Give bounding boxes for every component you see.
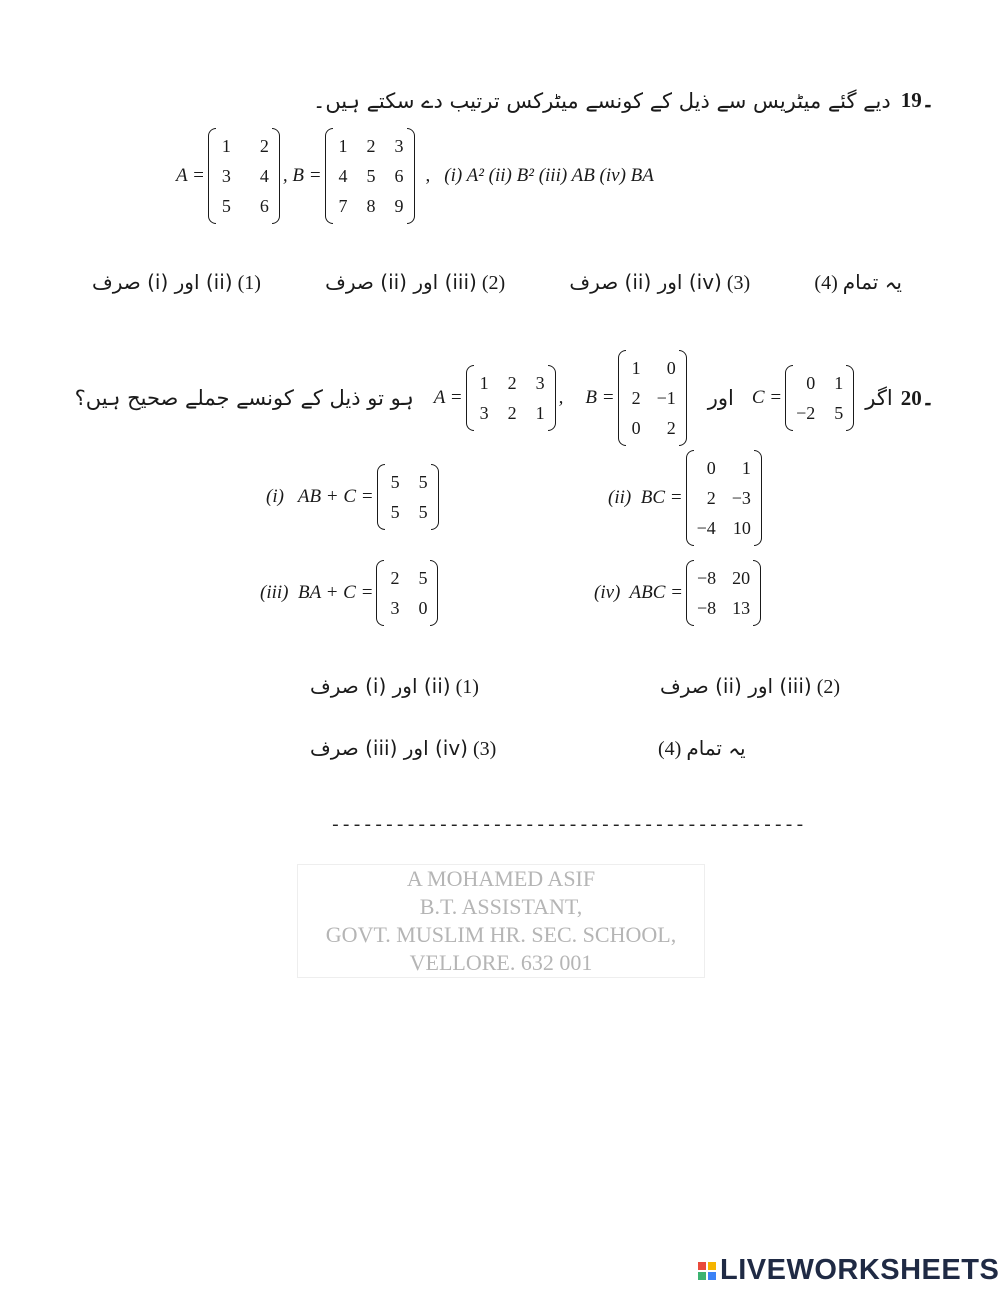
q20-matrix-b-cell: 2 (631, 388, 641, 408)
q19-matrix-a-cell: 1 (221, 136, 231, 156)
credit-line-4: VELLORE. 632 001 (409, 950, 593, 975)
separator-line: -------------------------------------------- (330, 816, 806, 836)
statement-1-matrix-cell: 5 (390, 472, 400, 492)
statement-4-matrix-cell: 20 (732, 568, 751, 588)
q19-matrix-a-cell: 5 (221, 196, 231, 216)
q20-matrix-a-cell: 1 (535, 403, 545, 423)
credit-line-1: A MOHAMED ASIF (406, 866, 596, 891)
statement-4-matrix-cell: 13 (732, 598, 751, 618)
statement-3-matrix-cell: 5 (418, 568, 428, 588)
credit-block (297, 864, 705, 978)
q20-header (75, 350, 934, 446)
q20-matrix-b-cell: −1 (656, 388, 676, 408)
q20-matrix-a-cell: 3 (535, 373, 545, 393)
q20-matrix-a-eq: A = 1 2 3 3 2 1 , (434, 365, 564, 431)
q19-matrix-b-cell: 6 (394, 166, 404, 186)
q19-matrix-b-cell: 2 (366, 136, 376, 156)
q20-matrix-c (785, 365, 854, 431)
statement-1-matrix-cell: 5 (418, 502, 428, 522)
statement-1-matrix-cell: 5 (418, 472, 428, 492)
brand-name: LIVEWORKSHEETS (720, 1254, 1000, 1286)
q20-matrix-a-cell: 1 (479, 373, 489, 393)
q19-a-label: A = (176, 165, 205, 186)
q19-matrix-b-cell: 1 (338, 136, 348, 156)
q20-option-4[interactable]: یہ تمام (4) (658, 736, 746, 760)
q20-matrix-c-cell: 1 (834, 373, 844, 393)
q20-if-word: اگر (865, 386, 893, 410)
q19-matrix-b-cell: 3 (394, 136, 404, 156)
q20-matrix-b-eq: B = 1 0 2 −1 0 2 (585, 350, 689, 446)
q19-matrix-b-cell: 7 (338, 196, 348, 216)
statement-3-matrix-cell: 3 (390, 598, 400, 618)
statement-1-matrix-cell: 5 (390, 502, 400, 522)
statement-2-matrix-cell: 1 (741, 458, 751, 478)
q19-option-3[interactable]: صرف (ii) اور (iv) (3) (569, 270, 751, 294)
q19-matrix-a-cell: 3 (221, 166, 231, 186)
q20-matrix-b-cell: 1 (631, 358, 641, 378)
q19-options (92, 270, 902, 295)
q19-matrix-b-cell: 5 (366, 166, 376, 186)
q19-option-2[interactable]: صرف (ii) اور (iii) (2) (325, 270, 506, 294)
q20-statement-1: (i) AB + C = 5 5 5 5 (266, 464, 442, 530)
statement-4-matrix-cell: −8 (696, 598, 717, 618)
q20-statement-4: (iv) ABC = −8 20 −8 13 (594, 560, 764, 626)
q20-matrix-b-cell: 0 (631, 418, 641, 438)
statement-2-matrix-cell: −4 (696, 518, 716, 538)
statement-2-matrix-cell: 2 (706, 488, 716, 508)
q20-option-3[interactable]: صرف (iii) اور (iv) (3) (310, 736, 497, 760)
q20-matrix-a-cell: 3 (479, 403, 489, 423)
q20-statement-2: (ii) BC = 0 1 2 −3 −4 10 (608, 450, 765, 546)
q19-choices: (i) A² (ii) B² (iii) AB (iv) BA (444, 165, 654, 186)
q19-matrix-a-cell: 6 (259, 196, 269, 216)
liveworksheets-logo-icon (698, 1262, 716, 1280)
q20-matrix-a-cell: 2 (507, 403, 517, 423)
q19-text: دیے گئے میٹریس سے ذیل کے کونسے میٹرکس ترتیب دے سکتے ہیں۔ (313, 88, 891, 113)
statement-2-matrix-cell: −3 (731, 488, 751, 508)
q20-matrix-c-eq: C = 0 1 −2 5 (752, 365, 857, 431)
q19-matrix-b-cell: 8 (366, 196, 376, 216)
statement-2-matrix-cell: 10 (732, 518, 751, 538)
q19-equation: A = 1 2 3 4 5 6 , B = 1 2 3 4 5 6 7 8 9 , (i) A² (ii) B² (iii) AB (iv) BA (176, 128, 654, 224)
q19-matrix-a-cell: 2 (259, 136, 269, 156)
q20-matrix-a (466, 365, 556, 431)
q20-option-2[interactable]: صرف (ii) اور (iii) (2) (660, 674, 841, 698)
q20-statement-3: (iii) BA + C = 2 5 3 0 (260, 560, 441, 626)
q19-option-1[interactable]: صرف (i) اور (ii) (1) (92, 270, 261, 294)
q20-matrix-c-cell: 0 (806, 373, 816, 393)
q20-matrix-b-cell: 2 (666, 418, 676, 438)
q20-number: 20۔ (900, 385, 934, 410)
q19-number: 19۔ (900, 88, 934, 112)
q19-matrix-b-cell: 9 (394, 196, 404, 216)
q20-matrix-b (618, 350, 687, 446)
q19-option-4[interactable]: یہ تمام (4) (814, 270, 902, 294)
q20-option-1[interactable]: صرف (i) اور (ii) (1) (310, 674, 479, 698)
q19-matrix-b (325, 128, 415, 224)
q19-matrix-a-cell: 4 (259, 166, 269, 186)
q20-and-word: اور (707, 386, 734, 410)
statement-3-matrix-cell: 0 (418, 598, 428, 618)
q20-matrix-a-cell: 2 (507, 373, 517, 393)
credit-line-3: GOVT. MUSLIM HR. SEC. SCHOOL, (325, 922, 677, 947)
q20-matrix-b-cell: 0 (666, 358, 676, 378)
statement-3-matrix-cell: 2 (390, 568, 400, 588)
q20-question-tail: ہو تو ذیل کے کونسے جملے صحیح ہیں؟ (74, 386, 414, 410)
q20-matrix-c-cell: −2 (796, 403, 816, 423)
q20-matrix-c-cell: 5 (834, 403, 844, 423)
q19-b-label: , B = (282, 165, 322, 186)
credit-line-2: B.T. ASSISTANT, (419, 894, 583, 919)
statement-4-matrix-cell: −8 (696, 568, 717, 588)
statement-2-matrix-cell: 0 (706, 458, 716, 478)
q19-matrix-a (208, 128, 280, 224)
q19-matrix-b-cell: 4 (338, 166, 348, 186)
q19-header (313, 88, 934, 113)
brand-logo[interactable] (698, 1254, 999, 1287)
